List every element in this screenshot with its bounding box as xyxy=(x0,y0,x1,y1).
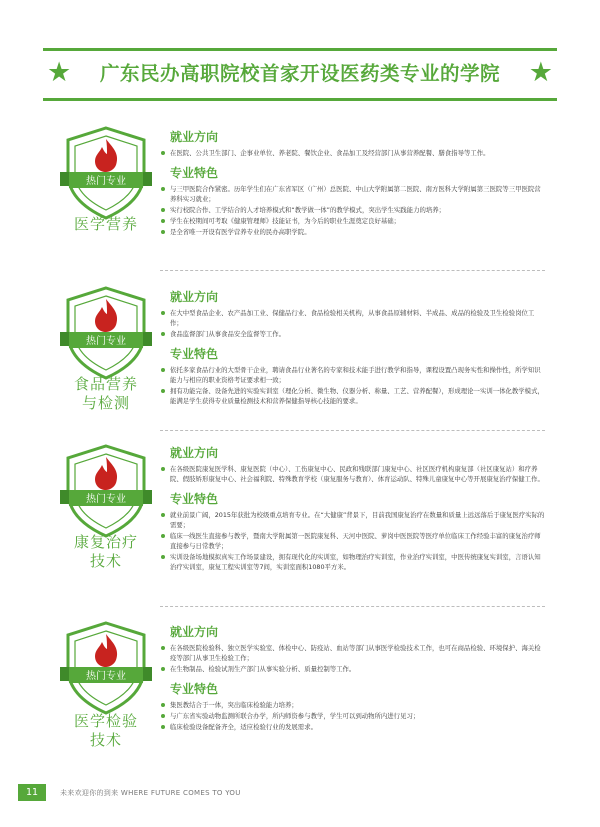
section-divider xyxy=(160,606,545,607)
list-item: 食品监督部门从事食品安全监督等工作。 xyxy=(160,329,545,339)
section-divider xyxy=(160,430,545,431)
hot-major-badge xyxy=(60,285,152,381)
list-item: 学生在校期间可考取《健康管理师》技能证书，为今后的职业生涯奠定良好基础； xyxy=(160,216,545,226)
major-name xyxy=(48,215,164,234)
shield-icon xyxy=(60,620,152,716)
badge-label: 热门专业 xyxy=(86,671,126,682)
list-item: 就业前景广阔，2015年获批为校级重点培育专业。在“大健康”背景下，目前我国康复治疗在数量和质量上远远落后于康复医疗实际的需要； xyxy=(160,510,545,530)
list-item: 实行校院合作、工学结合的人才培养模式和“教学做一体”的教学模式，突出学生实践能力的培养； xyxy=(160,205,545,215)
badge-label: 热门专业 xyxy=(86,176,126,187)
major-content xyxy=(160,625,545,740)
features-heading: 专业特色 xyxy=(170,682,219,696)
header-bottom-rule xyxy=(43,98,557,101)
features-list xyxy=(160,365,545,406)
list-item: 在各级医院检验科、独立医学实验室、体检中心、防疫站、血站等部门从事医学检验技术工作，也可在商品检验、环境保护、海关检疫等部门从事卫生检验工作； xyxy=(160,643,545,663)
badge-label: 热门专业 xyxy=(86,336,126,347)
features-heading: 专业特色 xyxy=(170,492,219,506)
major-content xyxy=(160,446,545,580)
hot-major-badge xyxy=(60,125,152,221)
features-list xyxy=(160,700,545,732)
list-item: 实训设备场地模拟真实工作场景建设，拥有现代化的实训室，如物理治疗实训室，作业治疗实训室，中医传统康复实训室，言语认知治疗实训室，康复工程实训室等7间，实训室面积1080平方米。 xyxy=(160,552,545,572)
features-heading: 专业特色 xyxy=(170,347,219,361)
list-item: 在生物制品、检验试剂生产部门从事实验分析、质量控制等工作。 xyxy=(160,664,545,674)
list-item: 依托多家食品行业的大型骨干企业，聘请食品行业著名的专家和技术能手进行教学和指导，课程设置凸现务实性和操作性，所学知识能力与相应的职业资格考证要求相一致； xyxy=(160,365,545,385)
list-item: 与三甲医院合作紧密。历年学生们在广东省军区（广州）总医院、中山大学附属第二医院、南方医科大学附属第三医院等三甲医院营养科实习就业； xyxy=(160,184,545,204)
features-heading: 专业特色 xyxy=(170,166,219,180)
list-item: 在医院、公共卫生部门、企事业单位、养老院、餐饮企业、食品加工及经营部门从事营养配餐、膳食指导等工作。 xyxy=(160,148,545,158)
header-top-rule xyxy=(43,48,557,51)
page-header xyxy=(43,56,557,94)
major-name-line-1: 医学检验 xyxy=(73,712,138,730)
shield-icon xyxy=(60,125,152,221)
list-item: 临床检验设备配备齐全，适应检验行业的发展需求。 xyxy=(160,722,545,732)
list-item: 拥有功能完备、设备先进的实验实训室（理化分析、微生物、仪器分析、称量、工艺、营养配餐），形成理论一实训一体化教学模式，能满足学生获得专业质量检测技术和营养保健指导核心技能的要求。 xyxy=(160,386,545,406)
hot-major-badge xyxy=(60,620,152,716)
list-item: 临床一线医生直接参与教学，暨南大学附属第一医院康复科、天河中医院、萝岗中医医院等医疗单位临床工作经验丰富的康复治疗师直接参与日常教学； xyxy=(160,531,545,551)
star-left-icon: ★ xyxy=(47,57,72,88)
shield-icon xyxy=(60,285,152,381)
badge-label: 热门专业 xyxy=(86,494,126,505)
employment-list xyxy=(160,148,545,158)
major-name xyxy=(48,533,164,571)
major-content xyxy=(160,290,545,414)
employment-heading: 就业方向 xyxy=(170,290,219,304)
employment-list xyxy=(160,464,545,484)
list-item: 在大中型食品企业、农产品加工业、保健品行业、食品检验相关机构，从事食品原辅材料、半成品、成品的检验及卫生检验岗位工作； xyxy=(160,308,545,328)
list-item: 与广东省实验动物监测所联合办学，所内师资参与教学，学生可以到动物所内进行见习； xyxy=(160,711,545,721)
major-name-line-2: 技术 xyxy=(89,731,122,749)
star-right-icon: ★ xyxy=(528,57,553,88)
footer-tagline: 未来欢迎你的到来 WHERE FUTURE COMES TO YOU xyxy=(60,789,241,797)
major-name-line-1: 医学营养 xyxy=(73,215,138,233)
features-list xyxy=(160,184,545,237)
major-name xyxy=(48,375,164,413)
section-divider xyxy=(160,270,545,271)
list-item: 集医教结合于一体，突出临床检验能力培养； xyxy=(160,700,545,710)
employment-list xyxy=(160,308,545,339)
list-item: 在各级医院康复医学科、康复医院（中心）、工伤康复中心、民政和残联部门康复中心、社区医疗机构康复部（社区康复站）和疗养院、假肢矫形康复中心、社会福利院、特殊教育学校（康复服务与教育）、体育运动队、特殊儿童康复中心等开展康复治疗保健工作。 xyxy=(160,464,545,484)
employment-heading: 就业方向 xyxy=(170,130,219,144)
major-content xyxy=(160,130,545,245)
major-name-line-1: 康复治疗 xyxy=(73,533,138,551)
major-name xyxy=(48,712,164,750)
list-item: 是全省唯一开设有医学营养专业的民办高职学院。 xyxy=(160,227,545,237)
page-footer xyxy=(0,784,600,804)
employment-heading: 就业方向 xyxy=(170,446,219,460)
page-number: 11 xyxy=(18,784,46,801)
major-name-line-2: 与检测 xyxy=(81,394,130,412)
employment-heading: 就业方向 xyxy=(170,625,219,639)
major-name-line-1: 食品营养 xyxy=(73,375,138,393)
shield-icon xyxy=(60,443,152,539)
features-list xyxy=(160,510,545,572)
page-title: 广东民办高职院校首家开设医药类专业的学院 xyxy=(99,62,500,85)
employment-list xyxy=(160,643,545,674)
hot-major-badge xyxy=(60,443,152,539)
major-name-line-2: 技术 xyxy=(89,552,122,570)
